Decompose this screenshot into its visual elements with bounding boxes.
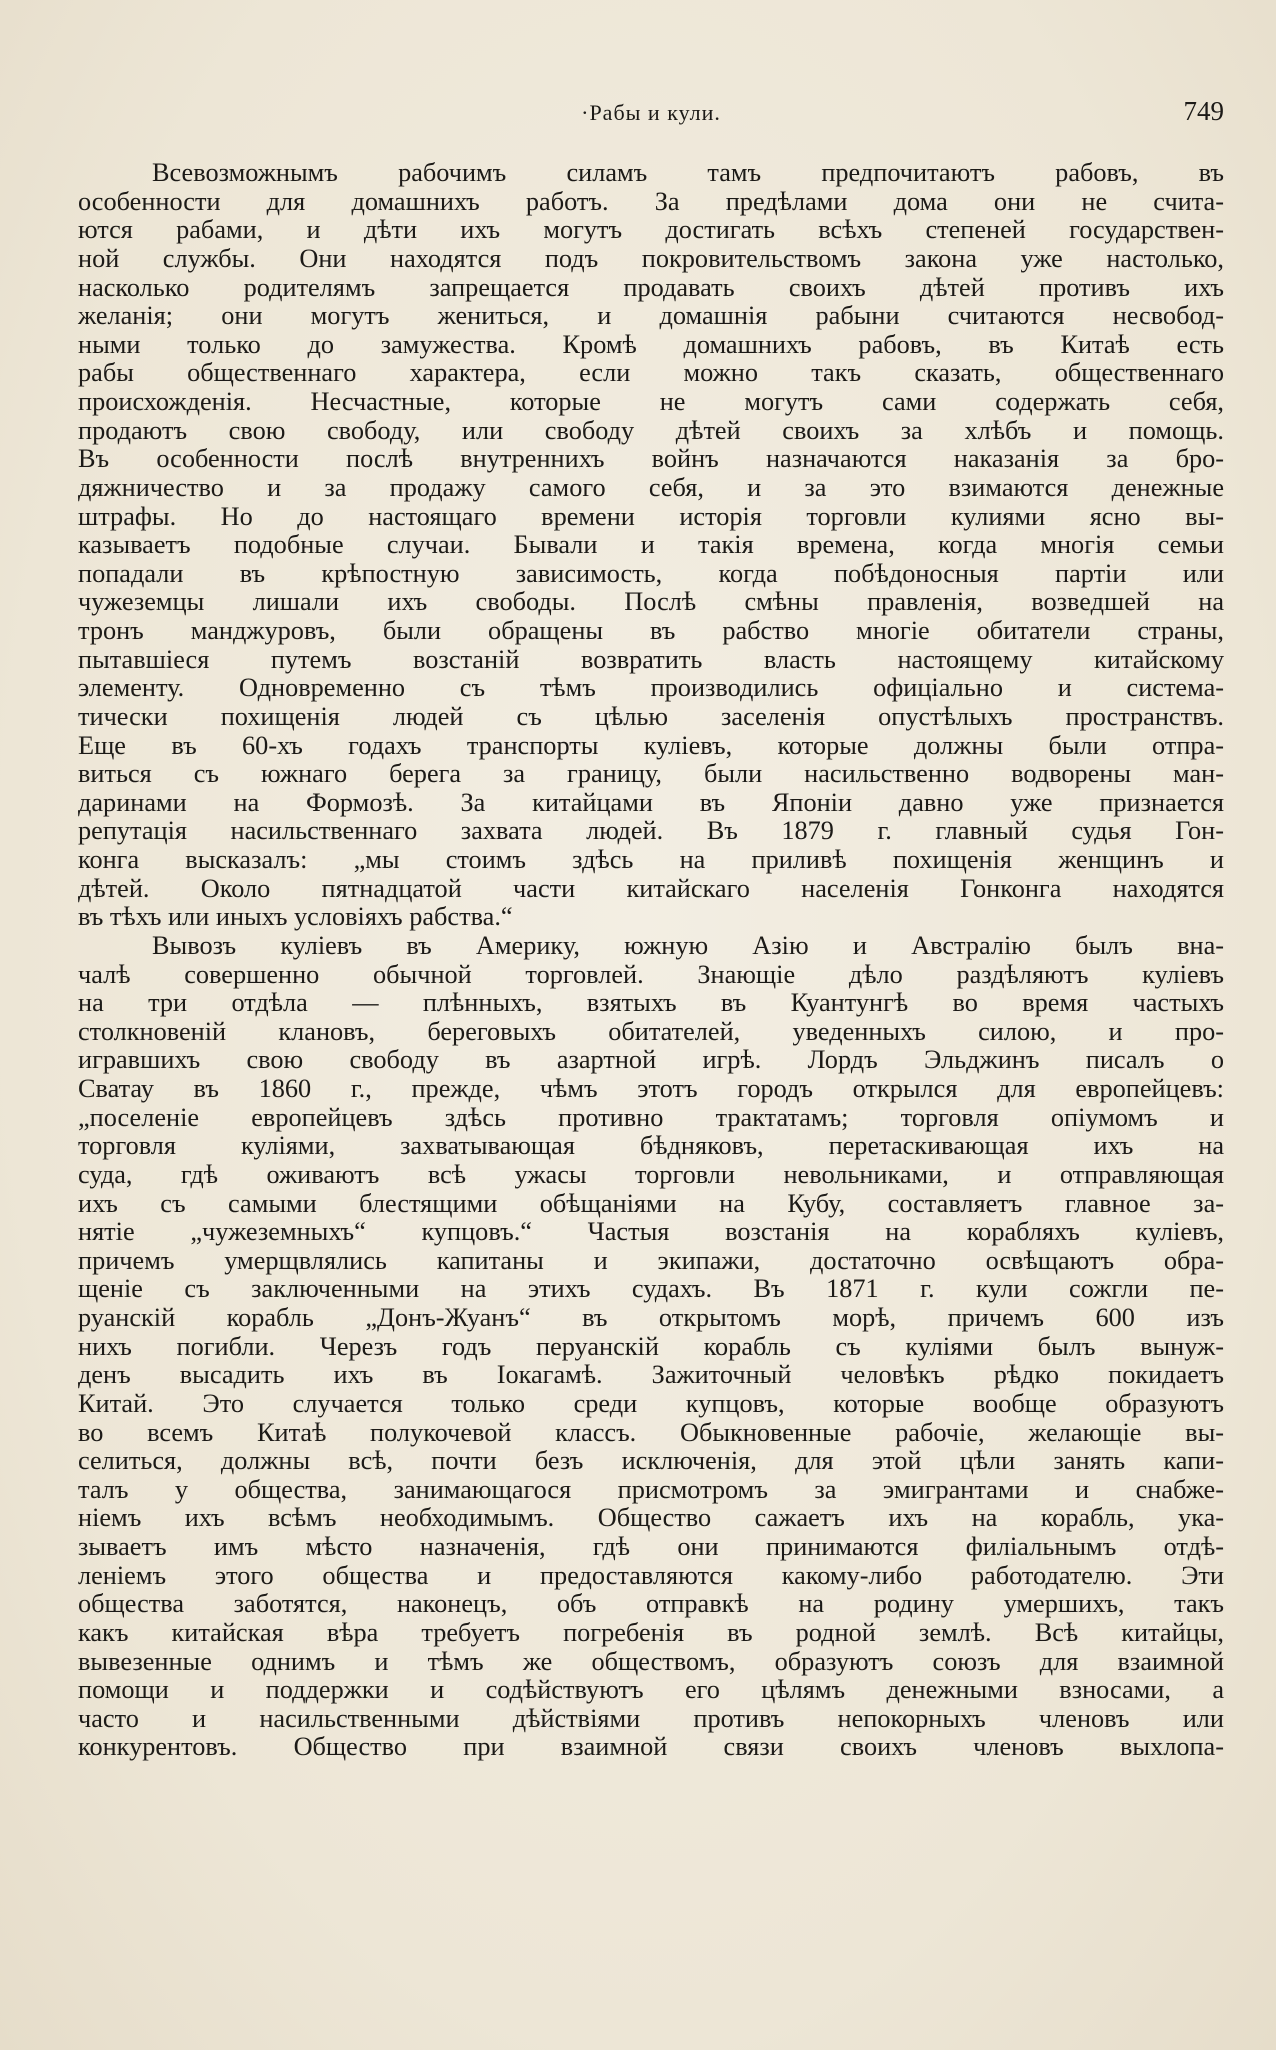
text-line: руанскій корабль „Донъ-Жуанъ“ въ открытомъ морѣ, причемъ 600 изъ — [78, 1303, 1224, 1332]
text-line: суда, гдѣ оживаютъ всѣ ужасы торговли невольниками, и отправляющая — [78, 1159, 1224, 1189]
text-line: репутація насильственнаго захвата людей. Въ 1879 г. главный судья Гон- — [78, 816, 1224, 846]
text-line: штрафы. Но до настоящаго времени исторія торговли кулиями ясно вы- — [78, 501, 1224, 531]
text-line: нихъ погибли. Черезъ годъ перуанскій корабль съ кулiями былъ вынуж- — [78, 1331, 1224, 1361]
text-line: въ тѣхъ или иныхъ условіяхъ рабства.“ — [78, 902, 513, 932]
text-line: Еще въ 60-хъ годахъ транспорты кулiевъ, которые должны были отпра- — [78, 730, 1224, 760]
text-line: элементу. Одновременно съ тѣмъ производились офиціально и система- — [78, 673, 1224, 703]
text-line: казываетъ подобные случаи. Бывали и такія времена, когда многія семьи — [78, 530, 1224, 560]
page-header — [78, 96, 1224, 136]
text-line: пытавшіеся путемъ возстаній возвратить власть настоящему китайскому — [78, 644, 1224, 674]
text-line: даринами на Формозѣ. За китайцами въ Японіи давно уже признается — [78, 787, 1224, 817]
text-line: на три отдѣла — плѣнныхъ, взятыхъ въ Куантунгѣ во время частыхъ — [78, 988, 1224, 1018]
text-line: Въ особенности послѣ внутреннихъ войнъ назначаются наказанія за бро- — [78, 444, 1224, 474]
text-line: леніемъ этого общества и предоставляются какому-либо работодателю. Эти — [78, 1560, 1224, 1590]
text-line: нятіе „чужеземныхъ“ купцовъ.“ Частыя возстанія на корабляхъ кулiевъ, — [78, 1217, 1224, 1247]
text-line: конкурентовъ. Общество при взаимной связи своихъ членовъ выхлопа- — [78, 1732, 1224, 1762]
text-line: чужеземцы лишали ихъ свободы. Послѣ смѣны правленія, возведшей на — [78, 587, 1224, 617]
text-line: чалѣ совершенно обычной торговлей. Знающіе дѣло раздѣляютъ кулiевъ — [78, 959, 1224, 989]
text-line: зываетъ имъ мѣсто назначенія, гдѣ они принимаются филіальнымъ отдѣ- — [78, 1532, 1224, 1561]
body-text — [78, 159, 1224, 1762]
running-title: ·Рабы и кули. — [581, 100, 721, 125]
text-line: дѣтей. Около пятнадцатой части китайскаго населенія Гонконга находятся — [78, 873, 1224, 903]
text-line: общества заботятся, наконецъ, объ отправкѣ на родину умершихъ, такъ — [78, 1589, 1224, 1619]
text-line: виться съ южнаго берега за границу, были насильственно водворены ман- — [78, 759, 1224, 789]
text-line: тически похищенія людей съ цѣлью заселенія опустѣлыхъ пространствъ. — [78, 701, 1224, 731]
text-line: ніемъ ихъ всѣмъ необходимымъ. Общество сажаетъ ихъ на корабль, ука- — [78, 1503, 1224, 1533]
text-line: Всевозможнымъ рабочимъ силамъ тамъ предпочитаютъ рабовъ, въ — [152, 158, 1224, 187]
text-line: во всемъ Китаѣ полукочевой классъ. Обыкновенные рабочіе, желающіе вы- — [78, 1417, 1224, 1447]
text-line: ются рабами, и дѣти ихъ могутъ достигать всѣхъ степеней государствен- — [78, 215, 1224, 245]
text-line: игравшихъ свою свободу въ азартной игрѣ. Лордъ Эльджинъ писалъ о — [78, 1045, 1224, 1075]
text-line: причемъ умерщвлялись капитаны и экипажи, достаточно освѣщаютъ обра- — [78, 1245, 1224, 1275]
text-line: продаютъ свою свободу, или свободу дѣтей своихъ за хлѣбъ и помощь. — [78, 415, 1224, 445]
text-line: какъ китайская вѣра требуетъ погребенія въ родной землѣ. Всѣ китайцы, — [78, 1617, 1224, 1647]
text-line: насколько родителямъ запрещается продавать своихъ дѣтей противъ ихъ — [78, 272, 1224, 302]
text-line: селиться, должны всѣ, почти безъ исключенія, для этой цѣли занять капи- — [78, 1446, 1224, 1476]
text-line: Вывозъ кулiевъ въ Америку, южную Азію и Австралію былъ вна- — [152, 930, 1224, 960]
text-line: Сватау въ 1860 г., прежде, чѣмъ этотъ городъ открылся для европейцевъ: — [78, 1074, 1224, 1103]
text-line: Китай. Это случается только среди купцовъ, которые вообще образуютъ — [78, 1388, 1224, 1418]
page-number: 749 — [1183, 96, 1224, 126]
text-line: попадали въ крѣпостную зависимость, когда побѣдоносныя партіи или — [78, 558, 1224, 588]
text-line: тронъ манджуровъ, были обращены въ рабство многіе обитатели страны, — [78, 616, 1224, 645]
text-line: происхожденія. Несчастные, которые не могутъ сами содержать себя, — [78, 387, 1224, 416]
text-line: часто и насильственными дѣйствіями противъ непокорныхъ членовъ или — [78, 1703, 1224, 1733]
text-line: талъ у общества, занимающагося присмотромъ за эмигрантами и снабже- — [78, 1474, 1224, 1504]
text-line: столкновеній клановъ, береговыхъ обитателей, уведенныхъ силою, и про- — [78, 1016, 1224, 1046]
text-line: торговля кулiями, захватывающая бѣдняковъ, перетаскивающая ихъ на — [78, 1131, 1224, 1161]
text-line: дяжничество и за продажу самого себя, и за это взимаются денежные — [78, 472, 1224, 502]
text-line: помощи и поддержки и содѣйствуютъ его цѣлямъ денежными взносами, а — [78, 1675, 1224, 1705]
text-line: денъ высадить ихъ въ Іокагамѣ. Зажиточный человѣкъ рѣдко покидаетъ — [78, 1360, 1224, 1390]
text-line: вывезенные однимъ и тѣмъ же обществомъ, образуютъ союзъ для взаимной — [78, 1646, 1224, 1676]
text-line: желанія; они могутъ жениться, и домашнія рабыни считаются несвобод- — [78, 301, 1224, 331]
text-line: ными только до замужества. Кромѣ домашнихъ рабовъ, въ Китаѣ есть — [78, 329, 1224, 359]
text-line: ихъ съ самыми блестящими обѣщаніями на Кубу, составляетъ главное за- — [78, 1188, 1224, 1218]
text-line: щеніе съ заключенными на этихъ судахъ. Въ 1871 г. кули сожгли пе- — [78, 1274, 1224, 1304]
text-line: особенности для домашнихъ работъ. За предѣлами дома они не счита- — [78, 186, 1224, 216]
text-line: „поселеніе европейцевъ здѣсь противно трактатамъ; торговля опіумомъ и — [78, 1102, 1224, 1132]
text-line: рабы общественнаго характера, если можно такъ сказать, общественнаго — [78, 358, 1224, 388]
text-line: конга высказалъ: „мы стоимъ здѣсь на приливѣ похищенія женщинъ и — [78, 845, 1224, 874]
text-line: ной службы. Они находятся подъ покровительствомъ закона уже настолько, — [78, 243, 1224, 273]
